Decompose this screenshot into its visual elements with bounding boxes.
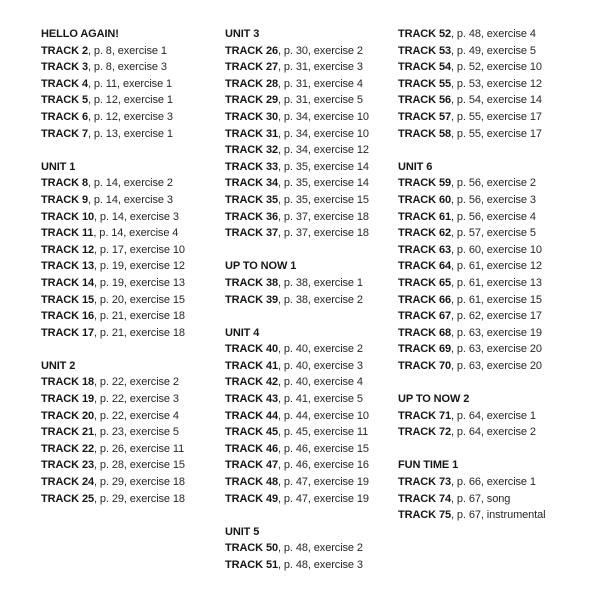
track-page-exercise: , p. 48, exercise 4 (451, 28, 536, 40)
track-page-exercise: , p. 12, exercise 1 (87, 94, 173, 107)
track-number-label: TRACK 2 (41, 44, 88, 57)
track-number-label: TRACK 33 (225, 160, 278, 173)
track-number-label: TRACK 5 (41, 94, 88, 107)
track-number-label: TRACK 9 (41, 193, 88, 206)
track-number-label: TRACK 52 (398, 28, 451, 40)
track-number-label: TRACK 67 (398, 310, 451, 323)
track-row (41, 126, 225, 143)
track-number-label: TRACK 39 (225, 293, 278, 306)
track-number-label: TRACK 22 (41, 442, 94, 455)
track-number-label: TRACK 60 (398, 193, 451, 206)
track-page-exercise: , p. 20, exercise 15 (94, 293, 185, 306)
track-row (398, 76, 598, 93)
track-row (41, 209, 225, 226)
track-number-label: TRACK 13 (41, 260, 94, 273)
track-number-label: TRACK 28 (225, 77, 278, 90)
track-page-exercise: , p. 29, exercise 18 (94, 492, 185, 505)
track-page-exercise: , p. 19, exercise 13 (94, 276, 185, 289)
track-number-label: TRACK 3 (41, 61, 88, 74)
track-row (225, 408, 398, 425)
track-row (225, 225, 398, 242)
track-page-exercise: , p. 37, exercise 18 (278, 227, 369, 240)
track-number-label: TRACK 41 (225, 359, 278, 372)
track-page-exercise: , p. 14, exercise 3 (87, 193, 173, 206)
track-row (398, 109, 598, 126)
track-row (225, 457, 398, 474)
track-number-label: TRACK 21 (41, 426, 94, 439)
track-number-label: TRACK 8 (41, 177, 88, 190)
track-number-label: TRACK 45 (225, 426, 278, 439)
track-number-label: TRACK 47 (225, 459, 278, 472)
track-section (398, 26, 598, 142)
track-number-label: TRACK 72 (398, 426, 451, 439)
track-page-exercise: , p. 61, exercise 15 (451, 293, 542, 306)
track-page-exercise: , p. 40, exercise 4 (278, 376, 363, 389)
track-row (41, 441, 225, 458)
track-row (41, 325, 225, 342)
track-row (398, 225, 598, 242)
track-number-label: TRACK 51 (225, 559, 278, 571)
track-number-label: TRACK 10 (41, 210, 94, 223)
track-number-label: TRACK 69 (398, 343, 451, 356)
track-page-exercise: , p. 14, exercise 2 (87, 177, 173, 190)
track-column-1 (41, 26, 225, 507)
track-row (225, 275, 398, 292)
track-number-label: TRACK 49 (225, 492, 278, 505)
track-number-label: TRACK 30 (225, 110, 278, 123)
track-page-exercise: , p. 48, exercise 3 (278, 559, 363, 571)
track-number-label: TRACK 12 (41, 243, 94, 256)
track-page-exercise: , p. 63, exercise 20 (451, 359, 542, 372)
track-number-label: TRACK 24 (41, 476, 94, 489)
track-row (41, 225, 225, 242)
track-page-exercise: , p. 13, exercise 1 (87, 127, 173, 140)
track-row (398, 59, 598, 76)
track-number-label: TRACK 38 (225, 276, 278, 289)
track-page-exercise: , p. 21, exercise 18 (94, 310, 185, 323)
track-number-label: TRACK 62 (398, 227, 451, 240)
track-row (41, 59, 225, 76)
track-row (41, 76, 225, 93)
track-page-exercise: , p. 31, exercise 5 (278, 94, 363, 107)
track-number-label: TRACK 6 (41, 110, 88, 123)
track-row (225, 142, 398, 159)
track-row (225, 557, 398, 574)
track-number-label: TRACK 71 (398, 409, 451, 422)
track-page-exercise: , p. 48, exercise 2 (278, 542, 363, 555)
track-row (41, 292, 225, 309)
track-page-exercise: , p. 61, exercise 12 (451, 260, 542, 273)
track-page-exercise: , p. 60, exercise 10 (451, 243, 542, 256)
track-number-label: TRACK 46 (225, 442, 278, 455)
track-number-label: TRACK 35 (225, 193, 278, 206)
track-page-exercise: , p. 61, exercise 13 (451, 276, 542, 289)
track-page-exercise: , p. 40, exercise 2 (278, 343, 363, 356)
track-number-label: TRACK 20 (41, 409, 94, 422)
track-section (225, 258, 398, 308)
track-row (225, 126, 398, 143)
track-page-exercise: , p. 67, song (451, 492, 511, 505)
section-header: UNIT 6 (398, 160, 433, 173)
track-row (225, 341, 398, 358)
section-header: UP TO NOW 1 (225, 260, 297, 273)
track-number-label: TRACK 42 (225, 376, 278, 389)
track-row (225, 540, 398, 557)
section-header: HELLO AGAIN! (41, 28, 119, 40)
track-page-exercise: , p. 47, exercise 19 (278, 492, 369, 505)
track-page-exercise: , p. 55, exercise 17 (451, 127, 542, 140)
track-section (41, 159, 225, 342)
track-page-exercise: , p. 34, exercise 10 (278, 127, 369, 140)
track-row (225, 474, 398, 491)
track-page-exercise: , p. 29, exercise 18 (94, 476, 185, 489)
track-page-exercise: , p. 31, exercise 4 (278, 77, 363, 90)
track-row (41, 491, 225, 508)
track-row (225, 358, 398, 375)
track-number-label: TRACK 18 (41, 376, 94, 389)
track-number-label: TRACK 4 (41, 77, 88, 90)
track-row (225, 109, 398, 126)
track-page-exercise: , p. 56, exercise 2 (451, 177, 536, 190)
track-list (41, 26, 598, 574)
track-number-label: TRACK 44 (225, 409, 278, 422)
track-page-exercise: , p. 56, exercise 4 (451, 210, 536, 223)
track-row (398, 507, 598, 524)
track-number-label: TRACK 56 (398, 94, 451, 107)
track-row (398, 275, 598, 292)
track-section (398, 159, 598, 375)
track-number-label: TRACK 16 (41, 310, 94, 323)
track-row (41, 242, 225, 259)
track-number-label: TRACK 53 (398, 44, 451, 57)
track-row (41, 308, 225, 325)
track-page-exercise: , p. 64, exercise 2 (451, 426, 536, 439)
track-page-exercise: , p. 11, exercise 1 (87, 77, 173, 90)
track-number-label: TRACK 65 (398, 276, 451, 289)
track-number-label: TRACK 14 (41, 276, 94, 289)
track-section (398, 457, 598, 523)
track-number-label: TRACK 11 (41, 227, 94, 240)
section-header: FUN TIME 1 (398, 459, 459, 472)
track-number-label: TRACK 75 (398, 509, 451, 522)
track-page-exercise: , p. 44, exercise 10 (278, 409, 369, 422)
track-page-exercise: , p. 57, exercise 5 (451, 227, 536, 240)
track-page-exercise: , p. 62, exercise 17 (451, 310, 542, 323)
track-section (398, 391, 598, 441)
track-row (398, 242, 598, 259)
track-page-exercise: , p. 38, exercise 1 (278, 276, 363, 289)
track-page-exercise: , p. 28, exercise 15 (94, 459, 185, 472)
track-page-exercise: , p. 49, exercise 5 (451, 44, 536, 57)
track-page-exercise: , p. 56, exercise 3 (451, 193, 536, 206)
track-row (398, 408, 598, 425)
track-row (225, 43, 398, 60)
track-row (398, 325, 598, 342)
track-section (225, 325, 398, 508)
track-row (225, 292, 398, 309)
track-row (225, 209, 398, 226)
track-number-label: TRACK 36 (225, 210, 278, 223)
track-number-label: TRACK 59 (398, 177, 451, 190)
track-row (398, 358, 598, 375)
section-header: UNIT 4 (225, 326, 260, 339)
track-row (225, 159, 398, 176)
track-page-exercise: , p. 21, exercise 18 (94, 326, 185, 339)
section-header: UP TO NOW 2 (398, 393, 470, 406)
track-page-exercise: , p. 34, exercise 12 (278, 144, 369, 157)
track-number-label: TRACK 26 (225, 44, 278, 57)
track-number-label: TRACK 55 (398, 77, 451, 90)
track-row (398, 341, 598, 358)
track-number-label: TRACK 64 (398, 260, 451, 273)
track-row (225, 424, 398, 441)
track-page-exercise: , p. 64, exercise 1 (451, 409, 536, 422)
track-row (41, 175, 225, 192)
track-row (398, 424, 598, 441)
track-number-label: TRACK 34 (225, 177, 278, 190)
track-number-label: TRACK 7 (41, 127, 88, 140)
track-section (41, 358, 225, 507)
track-number-label: TRACK 73 (398, 476, 451, 489)
track-row (41, 258, 225, 275)
track-number-label: TRACK 57 (398, 110, 451, 123)
track-number-label: TRACK 29 (225, 94, 278, 107)
track-column-3 (398, 26, 598, 524)
track-page-exercise: , p. 31, exercise 3 (278, 61, 363, 74)
track-row (398, 26, 598, 43)
track-row (225, 374, 398, 391)
track-number-label: TRACK 68 (398, 326, 451, 339)
track-page-exercise: , p. 22, exercise 2 (94, 376, 179, 389)
section-header: UNIT 5 (225, 525, 260, 538)
track-section (225, 26, 398, 242)
track-number-label: TRACK 17 (41, 326, 94, 339)
track-page-exercise: , p. 45, exercise 11 (278, 426, 369, 439)
track-page-exercise: , p. 22, exercise 3 (94, 393, 179, 406)
track-number-label: TRACK 63 (398, 243, 451, 256)
track-page-exercise: , p. 14, exercise 3 (94, 210, 179, 223)
track-page-exercise: , p. 26, exercise 11 (94, 442, 185, 455)
track-number-label: TRACK 48 (225, 476, 278, 489)
track-page-exercise: , p. 35, exercise 14 (278, 177, 369, 190)
track-row (225, 175, 398, 192)
section-header: UNIT 2 (41, 359, 76, 372)
track-row (398, 258, 598, 275)
track-section (225, 524, 398, 574)
track-page-exercise: , p. 55, exercise 17 (451, 110, 542, 123)
track-page-exercise: , p. 46, exercise 16 (278, 459, 369, 472)
track-row (398, 126, 598, 143)
track-page-exercise: , p. 17, exercise 10 (94, 243, 185, 256)
track-row (225, 391, 398, 408)
track-page-exercise: , p. 30, exercise 2 (278, 44, 363, 57)
track-number-label: TRACK 23 (41, 459, 94, 472)
track-row (41, 109, 225, 126)
track-page-exercise: , p. 37, exercise 18 (278, 210, 369, 223)
track-page-exercise: , p. 47, exercise 19 (278, 476, 369, 489)
track-page-exercise: , p. 19, exercise 12 (94, 260, 185, 273)
track-number-label: TRACK 70 (398, 359, 451, 372)
track-row (41, 474, 225, 491)
track-number-label: TRACK 15 (41, 293, 94, 306)
track-row (41, 391, 225, 408)
track-number-label: TRACK 31 (225, 127, 278, 140)
track-number-label: TRACK 74 (398, 492, 451, 505)
track-row (41, 408, 225, 425)
track-row (41, 192, 225, 209)
track-page-exercise: , p. 63, exercise 19 (451, 326, 542, 339)
track-page-exercise: , p. 23, exercise 5 (94, 426, 179, 439)
track-number-label: TRACK 58 (398, 127, 451, 140)
track-page-exercise: , p. 8, exercise 3 (87, 61, 167, 74)
track-page-exercise: , p. 53, exercise 12 (451, 77, 542, 90)
track-number-label: TRACK 50 (225, 542, 278, 555)
track-row (41, 374, 225, 391)
track-page-exercise: , p. 52, exercise 10 (451, 61, 542, 74)
track-page-exercise: , p. 63, exercise 20 (451, 343, 542, 356)
track-page-exercise: , p. 35, exercise 15 (278, 193, 369, 206)
track-column-2 (225, 26, 398, 574)
track-row (225, 491, 398, 508)
track-page-exercise: , p. 34, exercise 10 (278, 110, 369, 123)
track-row (398, 474, 598, 491)
track-page-exercise: , p. 67, instrumental (451, 509, 546, 522)
track-row (225, 59, 398, 76)
track-number-label: TRACK 43 (225, 393, 278, 406)
track-row (225, 192, 398, 209)
track-page-exercise: , p. 40, exercise 3 (278, 359, 363, 372)
track-row (398, 192, 598, 209)
track-row (225, 76, 398, 93)
track-page-exercise: , p. 38, exercise 2 (278, 293, 363, 306)
track-page-exercise: , p. 14, exercise 4 (93, 227, 179, 240)
track-row (398, 209, 598, 226)
track-row (398, 491, 598, 508)
track-section (41, 26, 225, 142)
section-header: UNIT 1 (41, 160, 76, 173)
track-row (398, 43, 598, 60)
track-row (41, 275, 225, 292)
track-row (398, 92, 598, 109)
track-page-exercise: , p. 41, exercise 5 (278, 393, 363, 406)
track-page-exercise: , p. 35, exercise 14 (278, 160, 369, 173)
track-number-label: TRACK 40 (225, 343, 278, 356)
track-number-label: TRACK 54 (398, 61, 451, 74)
track-number-label: TRACK 19 (41, 393, 94, 406)
track-row (41, 43, 225, 60)
section-header: UNIT 3 (225, 28, 260, 40)
track-number-label: TRACK 27 (225, 61, 278, 74)
track-row (41, 457, 225, 474)
track-row (398, 175, 598, 192)
track-number-label: TRACK 61 (398, 210, 451, 223)
track-row (41, 424, 225, 441)
track-number-label: TRACK 66 (398, 293, 451, 306)
track-row (225, 441, 398, 458)
track-row (225, 92, 398, 109)
track-row (398, 292, 598, 309)
track-row (398, 308, 598, 325)
track-row (41, 92, 225, 109)
track-number-label: TRACK 25 (41, 492, 94, 505)
track-page-exercise: , p. 54, exercise 14 (451, 94, 542, 107)
track-number-label: TRACK 37 (225, 227, 278, 240)
track-page-exercise: , p. 66, exercise 1 (451, 476, 536, 489)
track-page-exercise: , p. 12, exercise 3 (87, 110, 173, 123)
track-number-label: TRACK 32 (225, 144, 278, 157)
track-page-exercise: , p. 8, exercise 1 (87, 44, 167, 57)
track-page-exercise: , p. 46, exercise 15 (278, 442, 369, 455)
track-page-exercise: , p. 22, exercise 4 (94, 409, 179, 422)
